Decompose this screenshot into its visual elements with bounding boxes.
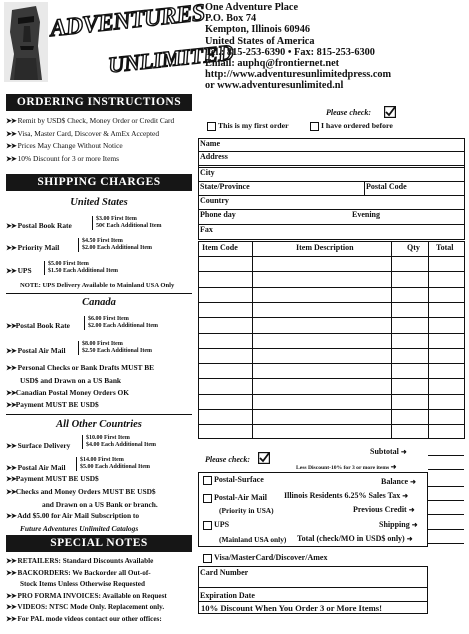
ordered-before-checkbox[interactable] xyxy=(310,122,319,131)
email-line[interactable]: Email: auphq@frontiernet.net xyxy=(205,58,340,70)
table-row[interactable] xyxy=(199,424,464,425)
subtotal-label: Subtotal ➜ xyxy=(370,447,406,456)
list-item: Stock Items Unless Otherwise Requested xyxy=(20,580,145,589)
ups-note: NOTE: UPS Delivery Available to Mainland USA Only xyxy=(20,282,175,289)
discount-line[interactable] xyxy=(428,469,464,470)
subtotal-line[interactable] xyxy=(428,455,464,456)
divider xyxy=(6,414,192,415)
other-rate-row: ➤➤ Surface Delivery $10.00 First Item $4.00 Each Additional Item xyxy=(6,435,157,450)
list-item: ➤➤ Visa, Master Card, Discover & AmEx Accepted xyxy=(6,128,160,138)
list-item: ➤➤ PRO FORMA INVOICES: Available on Request xyxy=(6,591,167,600)
other-notes xyxy=(6,473,202,535)
priority-usa-note: (Priority in USA) xyxy=(219,506,274,515)
shipping-line[interactable] xyxy=(428,529,464,530)
card-checkbox[interactable] xyxy=(203,554,212,563)
website-link-alt[interactable]: or www.adventuresunlimited.nl xyxy=(205,80,344,92)
col-header-total: Total xyxy=(436,243,454,252)
list-item: USD$ and Drawn on a US Bank xyxy=(20,375,122,385)
table-row[interactable] xyxy=(199,333,464,334)
canada-rate-row: ➤➤Postal Book Rate $6.00 First Item $2.00 Each Additional Item xyxy=(6,316,159,330)
table-row[interactable] xyxy=(199,287,464,288)
city-field[interactable]: City xyxy=(199,168,464,182)
us-rate-row: ➤➤ UPS $5.00 First Item $1.50 Each Additional Item xyxy=(6,261,119,275)
city-line: Kempton, Illinois 60946 xyxy=(205,24,310,36)
logo-wordmark-top: ADVENTURES xyxy=(49,0,206,43)
postal-surface-option[interactable]: Postal-Surface xyxy=(203,475,264,485)
postal-air-option[interactable]: Postal-Air Mail xyxy=(203,493,267,503)
fax-field[interactable]: Fax xyxy=(200,225,213,234)
list-item: ➤➤Checks and Money Orders MUST BE USD$ xyxy=(6,486,156,496)
checkmark-icon xyxy=(384,106,396,118)
table-row[interactable] xyxy=(199,256,464,257)
less-discount-label: Less Discount-10% for 3 or more items ➜ xyxy=(296,463,396,471)
divider xyxy=(364,182,365,196)
shipping-charges-header: SHIPPING CHARGES xyxy=(6,174,192,191)
address-field[interactable]: Address xyxy=(199,152,464,166)
ups-checkbox[interactable] xyxy=(203,521,212,530)
state-field[interactable]: State/Province Postal Code xyxy=(199,182,464,196)
table-row[interactable] xyxy=(199,409,464,410)
evening-phone-label: Evening xyxy=(352,210,381,219)
list-item: ➤➤ BACKORDERS: We Backorder all Out-of- xyxy=(6,568,151,577)
shipping-label: Shipping ➜ xyxy=(379,520,417,529)
ordering-instructions-header: ORDERING INSTRUCTIONS xyxy=(6,94,192,111)
address-block xyxy=(205,2,467,92)
other-countries-title: All Other Countries xyxy=(56,419,142,430)
phone-field[interactable]: Phone day Evening xyxy=(199,210,464,225)
col-header-item-code: Item Code xyxy=(202,243,238,252)
canada-section-title: Canada xyxy=(82,297,116,308)
country-field[interactable]: Country xyxy=(199,196,464,210)
special-notes-header: SPECIAL NOTES xyxy=(6,535,192,552)
list-item: and Drawn on a US Bank or branch. xyxy=(42,499,158,509)
us-rate-row: ➤➤ Postal Book Rate $3.00 First Item 50¢ Each Additional Item xyxy=(6,216,162,230)
balance-label: Balance ➜ xyxy=(381,477,415,486)
phone-fax-line: Tel.: 815-253-6390 • Fax: 815-253-6300 xyxy=(205,46,375,58)
first-order-checkbox[interactable] xyxy=(207,122,216,131)
table-row[interactable] xyxy=(199,363,464,364)
country-line: United States of America xyxy=(205,35,315,47)
ordering-list xyxy=(6,115,202,165)
please-check-label: Please check: xyxy=(326,108,372,117)
list-item: Future Adventures Unlimited Catalogs xyxy=(20,524,139,534)
table-row[interactable] xyxy=(199,394,464,395)
mainland-note: (Mainland USA only) xyxy=(219,535,287,544)
expiration-field[interactable]: Expiration Date xyxy=(199,588,427,602)
us-rate-row: ➤➤ Priority Mail $4.50 First Item $2.00 Each Additional Item xyxy=(6,238,153,252)
discount-footer: 10% Discount When You Order 3 or More Items! xyxy=(201,603,382,613)
list-item: ➤➤ Prices May Change Without Notice xyxy=(6,141,123,151)
previous-credit-label: Previous Credit ➜ xyxy=(353,505,414,514)
grand-total-label: Total (check/MO in USD$ only) ➜ xyxy=(297,534,412,543)
table-row[interactable] xyxy=(199,378,464,379)
table-row[interactable] xyxy=(199,271,464,272)
company-address-line: One Adventure Place xyxy=(205,2,299,13)
list-item: ➤➤ 10% Discount for 3 or more Items xyxy=(6,153,119,163)
table-row[interactable] xyxy=(199,302,464,303)
credit-line[interactable] xyxy=(428,514,464,515)
postal-code-label: Postal Code xyxy=(366,182,407,191)
checkmark-icon xyxy=(258,452,270,464)
other-rate-row: ➤➤ Postal Air Mail $14.00 First Item $5.00 Each Additional Item xyxy=(6,457,151,472)
list-item: ➤➤Payment MUST BE USD$ xyxy=(6,474,99,483)
sales-tax-label: Illinois Residents 6.25% Sales Tax ➜ xyxy=(284,491,408,500)
table-row[interactable] xyxy=(199,317,464,318)
list-item: ➤➤ Add $5.00 for Air Mail Subscription to xyxy=(6,511,140,521)
card-type-option[interactable]: Visa/MasterCard/Discover/Amex xyxy=(203,553,327,563)
website-link[interactable]: http://www.adventuresunlimitedpress.com xyxy=(205,69,392,81)
special-notes-list xyxy=(6,556,202,626)
card-number-field[interactable]: Card Number xyxy=(199,568,427,588)
please-check-shipping-label: Please check: xyxy=(205,455,251,464)
canada-notes xyxy=(6,362,202,412)
list-item: ➤➤ For PAL mode videos contact our other offices: xyxy=(6,614,162,623)
table-row[interactable] xyxy=(199,348,464,349)
total-line[interactable] xyxy=(428,543,464,544)
canada-rate-row: ➤➤ Postal Air Mail $8.00 First Item $2.50 Each Additional Item xyxy=(6,341,153,355)
col-header-qty: Qty xyxy=(407,243,420,252)
list-item: ➤➤Canadian Postal Money Orders OK xyxy=(6,387,130,397)
us-section-title: United States xyxy=(70,197,128,208)
list-item: ➤➤ Remit by USD$ Check, Money Order or Credit Card xyxy=(6,116,175,125)
po-box-line: P.O. Box 74 xyxy=(205,13,257,25)
col-header-description: Item Description xyxy=(296,243,354,252)
name-field[interactable]: Name xyxy=(199,139,464,152)
balance-line[interactable] xyxy=(428,486,464,487)
logo-wordmark-bottom: UNLIMITED xyxy=(106,39,235,78)
list-item: ➤➤ RETAILERS: Standard Discounts Available xyxy=(6,557,154,565)
moai-head-icon xyxy=(4,2,48,82)
divider xyxy=(6,293,192,294)
list-item: ➤➤ Personal Checks or Bank Drafts MUST BE xyxy=(6,363,155,372)
postal-surface-checkbox[interactable] xyxy=(203,476,212,485)
list-item: ➤➤Payment MUST BE USD$ xyxy=(6,400,99,410)
ups-option[interactable]: UPS xyxy=(203,520,229,530)
first-order-option[interactable]: This is my first order xyxy=(207,121,289,131)
ordered-before-option[interactable]: I have ordered before xyxy=(310,121,393,131)
postal-air-checkbox[interactable] xyxy=(203,494,212,503)
list-item: ➤➤ VIDEOS: NTSC Mode Only. Replacement only. xyxy=(6,603,165,612)
tax-line[interactable] xyxy=(428,500,464,501)
